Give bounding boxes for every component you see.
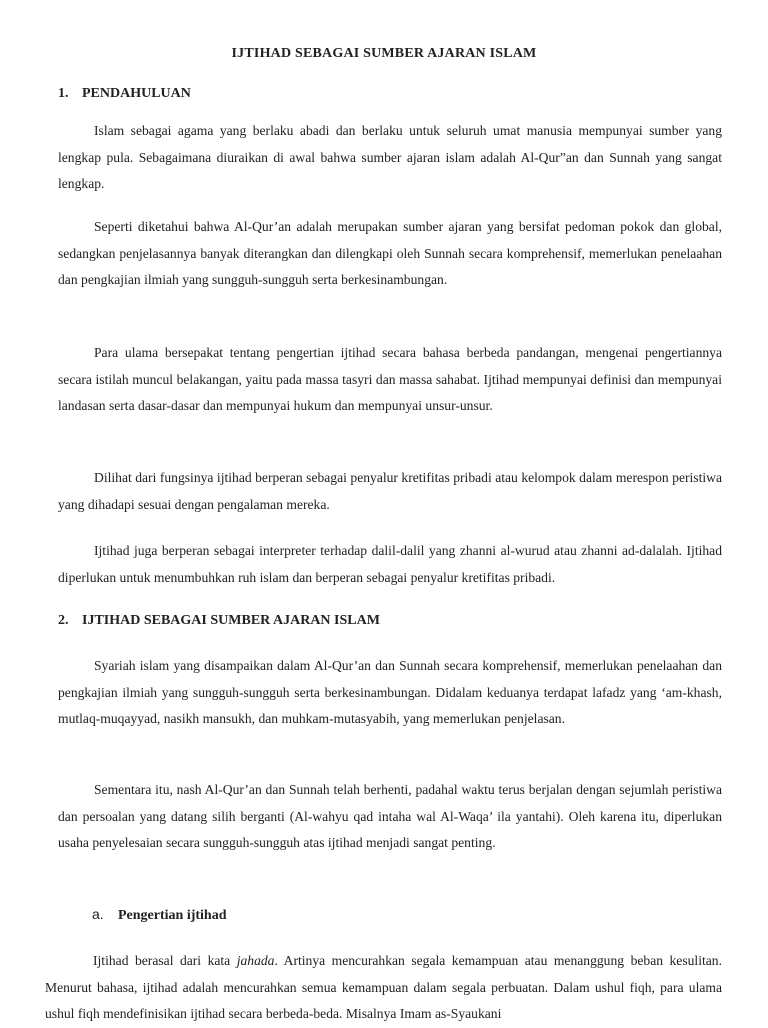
paragraph: Islam sebagai agama yang berlaku abadi dan berlaku untuk seluruh umat manusia mempunyai sumber yang lengkap pula. Sebagaimana diuraikan di awal bahwa sumber ajaran islam adalah Al-Qur”an dan Sunnah yang sangat lengkap. <box>58 123 722 191</box>
subsection-a-letter: a. <box>92 906 104 922</box>
italic-term: jahada <box>236 953 275 968</box>
section-1-number: 1. <box>58 86 69 101</box>
paragraph: Ijtihad juga berperan sebagai interpreter terhadap dalil-dalil yang zhanni al-wurud atau zhanni ad-dalalah. Ijtihad diperlukan untuk menumbuhkan ruh islam dan berperan sebagai penyalur kretifitas pribadi. <box>58 543 722 585</box>
paragraph <box>45 948 722 1028</box>
paragraph: Syariah islam yang disampaikan dalam Al-Qur’an dan Sunnah secara komprehensif, memerlukan penelaahan dan pengkajian ilmiah yang sungguh-sungguh serta berkesinambungan. Didalam keduanya terdapat lafadz yang ‘am-khash, mutlaq-muqayyad, nasikh mansukh, dan muhkam-mutasyabih, yang memerlukan penjelasan. <box>58 658 722 726</box>
paragraph-text: . Artinya mencurahkan segala kemampuan atau menanggung beban kesulitan. Menurut bahasa, ijtihad adalah mencurahkan semua kemampuan dalam segala perbuatan. Dalam ushul fiqh, para ulama ushul fiqh mendefinisikan ijtihad secara berbeda-beda. Misalnya Imam as-Syaukani <box>45 953 722 1021</box>
paragraph: Dilihat dari fungsinya ijtihad berperan sebagai penyalur kretifitas pribadi atau kelompok dalam merespon peristiwa yang dihadapi sesuai dengan pengalaman mereka. <box>58 470 722 512</box>
document-title: IJTIHAD SEBAGAI SUMBER AJARAN ISLAM <box>231 46 537 61</box>
section-2-title: IJTIHAD SEBAGAI SUMBER AJARAN ISLAM <box>82 613 380 628</box>
paragraph-text: Ijtihad berasal dari kata <box>93 953 237 968</box>
paragraph: Para ulama bersepakat tentang pengertian ijtihad secara bahasa berbeda pandangan, mengenai pengertiannya secara istilah muncul belakangan, yaitu pada massa tasyri dan massa sahabat. Ijtihad mempunyai definisi dan mempunyai landasan serta dasar-dasar dan mempunyai hukum dan mempunyai unsur-unsur. <box>58 345 722 413</box>
paragraph: Seperti diketahui bahwa Al-Qur’an adalah merupakan sumber ajaran yang bersifat pedoman pokok dan global, sedangkan penjelasannya banyak diterangkan dan dilengkapi oleh Sunnah secara komprehensif, memerlukan penelaahan dan pengkajian ilmiah yang sungguh-sungguh serta berkesinambungan. <box>58 219 722 287</box>
section-2-number: 2. <box>58 613 69 628</box>
section-1-heading <box>58 86 191 102</box>
subsection-a-label: Pengertian ijtihad <box>118 908 227 923</box>
section-1-title: PENDAHULUAN <box>82 86 191 101</box>
paragraph: Sementara itu, nash Al-Qur’an dan Sunnah telah berhenti, padahal waktu terus berjalan dengan sejumlah peristiwa dan persoalan yang datang silih berganti (Al-wahyu qad intaha wal Al-Waqa’ ila yantahi). Oleh karena itu, diperlukan usaha penyelesaian secara sungguh-sungguh atas ijtihad menjadi sangat penting. <box>58 782 722 850</box>
section-2-heading <box>58 613 380 629</box>
subsection-a-heading <box>92 906 227 924</box>
